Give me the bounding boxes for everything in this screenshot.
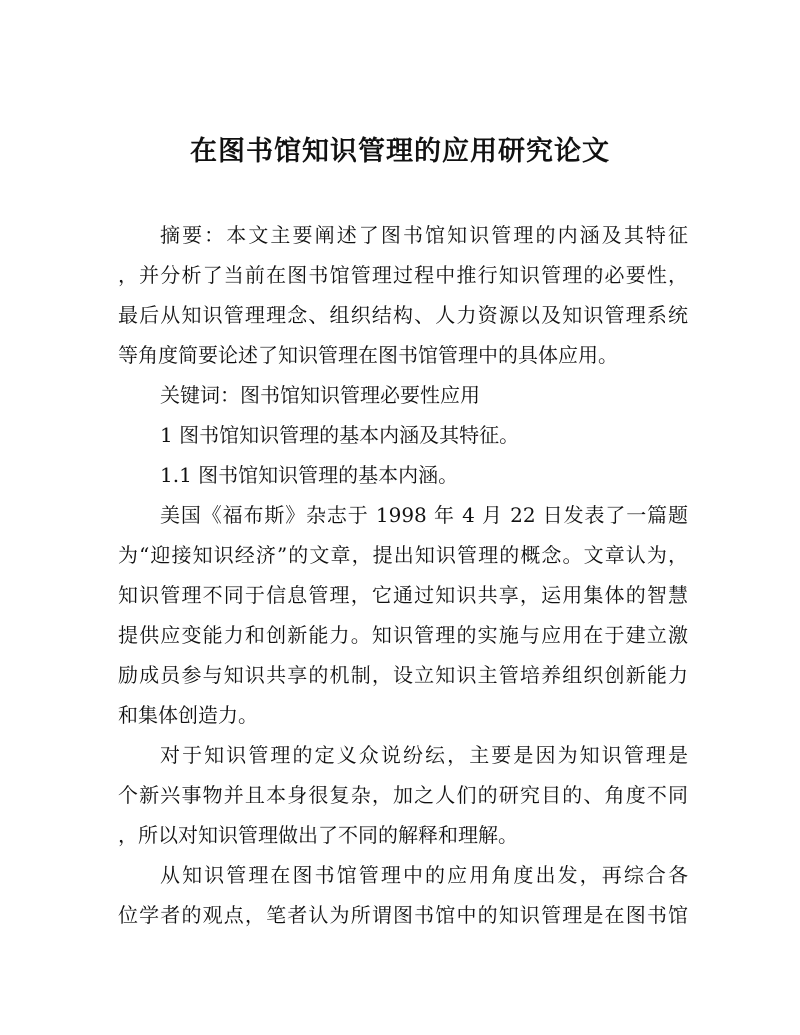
paragraph-1-line-5: 励成员参与知识共享的机制，设立知识主管培养组织创新能力 <box>118 663 688 687</box>
abstract-line-2: ，并分析了当前在图书馆管理过程中推行知识管理的必要性， <box>118 263 688 287</box>
paragraph-2-line-1: 对于知识管理的定义众说纷纭，主要是因为知识管理是 <box>160 743 688 767</box>
paragraph-2-line-2: 个新兴事物并且本身很复杂，加之人们的研究目的、角度不同 <box>118 783 688 807</box>
paragraph-1-line-3: 知识管理不同于信息管理，它通过知识共享，运用集体的智慧 <box>118 583 688 607</box>
abstract-line-3: 最后从知识管理理念、组织结构、人力资源以及知识管理系统 <box>118 303 688 327</box>
paragraph-1-line-4: 提供应变能力和创新能力。知识管理的实施与应用在于建立激 <box>118 623 688 647</box>
paragraph-2-line-3: ，所以对知识管理做出了不同的解释和理解。 <box>118 823 518 847</box>
section-heading-1: 1 图书馆知识管理的基本内涵及其特征。 <box>160 423 520 447</box>
paragraph-3-line-2: 位学者的观点，笔者认为所谓图书馆中的知识管理是在图书馆 <box>118 903 688 927</box>
section-heading-1-1: 1.1 图书馆知识管理的基本内涵。 <box>160 463 459 487</box>
document-title: 在图书馆知识管理的应用研究论文 <box>190 136 610 167</box>
abstract-line-4: 等角度简要论述了知识管理在图书馆管理中的具体应用。 <box>118 343 618 367</box>
paragraph-1-line-6: 和集体创造力。 <box>118 703 258 727</box>
paragraph-3-line-1: 从知识管理在图书馆管理中的应用角度出发，再综合各 <box>160 863 688 887</box>
paragraph-1-line-2: 为“迎接知识经济”的文章，提出知识管理的概念。文章认为， <box>118 543 688 567</box>
keywords-line: 关键词：图书馆知识管理必要性应用 <box>160 383 480 407</box>
abstract-line-1: 摘要：本文主要阐述了图书馆知识管理的内涵及其特征 <box>160 223 688 247</box>
paragraph-1-line-1: 美国《福布斯》杂志于 1998 年 4 月 22 日发表了一篇题 <box>160 503 688 527</box>
